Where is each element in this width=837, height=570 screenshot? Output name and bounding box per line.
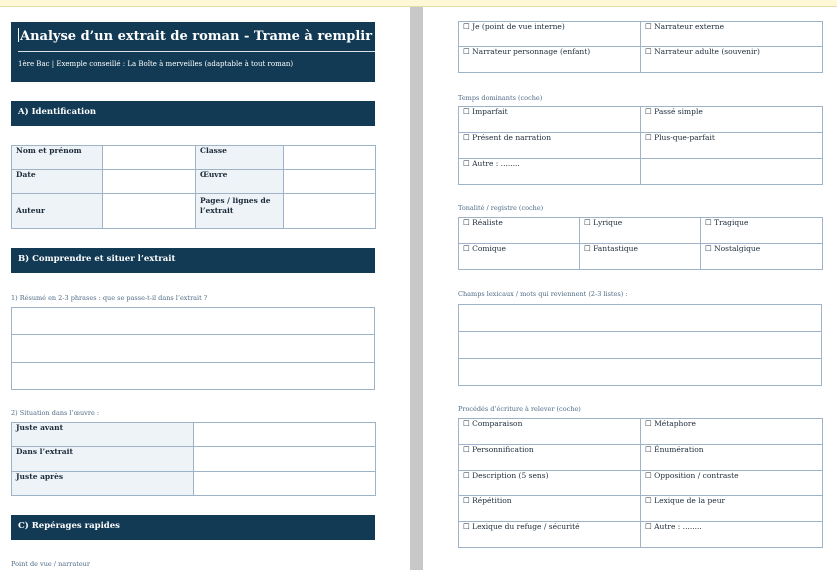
situation-table xyxy=(11,422,376,496)
top-notification-bar xyxy=(0,0,837,7)
procede-option-autre[interactable]: ☐ Autre : ........ xyxy=(641,522,823,548)
field-juste-apres[interactable] xyxy=(194,472,376,496)
tonalite-option-tragique[interactable]: ☐ Tragique xyxy=(701,218,823,244)
label-juste-avant: Juste avant xyxy=(12,423,194,447)
question-resume-label: 1) Résumé en 2-3 phrases : que se passe-t-il dans l’extrait ? xyxy=(11,294,208,302)
section-header-comprendre: B) Comprendre et situer l’extrait xyxy=(11,248,375,273)
document-title-text: Analyse d’un extrait de roman - Trame à remplir xyxy=(20,29,373,44)
procede-option-enumeration[interactable]: ☐ Énumération xyxy=(641,445,823,471)
resume-line-3[interactable] xyxy=(12,363,375,390)
field-date[interactable] xyxy=(103,170,196,194)
champs-line-2[interactable] xyxy=(459,332,822,359)
field-oeuvre[interactable] xyxy=(284,170,376,194)
label-nom-prenom: Nom et prénom xyxy=(12,146,103,170)
pov-option-externe[interactable]: ☐ Narrateur externe xyxy=(641,22,823,47)
resume-line-1[interactable] xyxy=(12,308,375,335)
document-page-right xyxy=(423,7,837,570)
procede-option-opposition[interactable]: ☐ Opposition / contraste xyxy=(641,471,823,496)
question-pov-label: Point de vue / narrateur xyxy=(11,560,90,568)
field-auteur[interactable] xyxy=(103,194,196,229)
tonalite-option-fantastique[interactable]: ☐ Fantastique xyxy=(580,244,701,270)
document-title[interactable] xyxy=(18,28,372,44)
procede-option-comparaison[interactable]: ☐ Comparaison xyxy=(459,419,641,445)
temps-option-imparfait[interactable]: ☐ Imparfait xyxy=(459,107,641,133)
question-procedes-label: Procédés d’écriture à relever (coche) xyxy=(458,405,581,413)
label-date: Date xyxy=(12,170,103,194)
temps-option-present[interactable]: ☐ Présent de narration xyxy=(459,133,641,159)
procede-option-personnification[interactable]: ☐ Personnification xyxy=(459,445,641,471)
label-dans-extrait: Dans l’extrait xyxy=(12,447,194,472)
field-juste-avant[interactable] xyxy=(194,423,376,447)
question-temps-label: Temps dominants (coche) xyxy=(458,94,543,102)
question-tonalite-label: Tonalité / registre (coche) xyxy=(458,204,544,212)
champs-line-3[interactable] xyxy=(459,359,822,386)
champs-line-1[interactable] xyxy=(459,305,822,332)
procede-option-metaphore[interactable]: ☐ Métaphore xyxy=(641,419,823,445)
tonalite-option-realiste[interactable]: ☐ Réaliste xyxy=(459,218,580,244)
procede-option-repetition[interactable]: ☐ Répétition xyxy=(459,496,641,522)
pov-option-je[interactable]: ☐ Je (point de vue interne) xyxy=(459,22,641,47)
title-block xyxy=(11,22,375,82)
champs-table xyxy=(458,304,822,386)
field-dans-extrait[interactable] xyxy=(194,447,376,472)
tonalite-option-nostalgique[interactable]: ☐ Nostalgique xyxy=(701,244,823,270)
label-pages: Pages / lignes de l’extrait xyxy=(196,194,284,229)
label-classe: Classe xyxy=(196,146,284,170)
field-classe[interactable] xyxy=(284,146,376,170)
question-champs-label: Champs lexicaux / mots qui reviennent (2-3 listes) : xyxy=(458,290,628,298)
pov-option-personnage[interactable]: ☐ Narrateur personnage (enfant) xyxy=(459,47,641,73)
resume-line-2[interactable] xyxy=(12,335,375,363)
field-nom-prenom[interactable] xyxy=(103,146,196,170)
tonalite-options-table xyxy=(458,217,823,270)
question-situation-label: 2) Situation dans l’œuvre : xyxy=(11,409,100,417)
procede-option-peur[interactable]: ☐ Lexique de la peur xyxy=(641,496,823,522)
temps-option-autre[interactable]: ☐ Autre : ........ xyxy=(459,159,641,185)
title-rule xyxy=(18,51,375,52)
field-pages[interactable] xyxy=(284,194,376,229)
resume-table xyxy=(11,307,375,390)
label-auteur: Auteur xyxy=(12,194,103,229)
document-page-left xyxy=(0,7,410,570)
temps-option-plus-que-parfait[interactable]: ☐ Plus-que-parfait xyxy=(641,133,823,159)
procede-option-refuge[interactable]: ☐ Lexique du refuge / sécurité xyxy=(459,522,641,548)
section-header-reperages: C) Repérages rapides xyxy=(11,515,375,540)
label-juste-apres: Juste après xyxy=(12,472,194,496)
identification-table xyxy=(11,145,376,229)
procede-option-description[interactable]: ☐ Description (5 sens) xyxy=(459,471,641,496)
tonalite-option-lyrique[interactable]: ☐ Lyrique xyxy=(580,218,701,244)
pov-option-adulte[interactable]: ☐ Narrateur adulte (souvenir) xyxy=(641,47,823,73)
text-cursor xyxy=(18,28,19,42)
tonalite-option-comique[interactable]: ☐ Comique xyxy=(459,244,580,270)
section-header-identification: A) Identification xyxy=(11,101,375,126)
temps-options-table xyxy=(458,106,823,185)
document-subtitle: 1ère Bac | Exemple conseillé : La Boîte à merveilles (adaptable à tout roman) xyxy=(18,60,294,68)
pov-options-table xyxy=(458,21,823,73)
label-oeuvre: Œuvre xyxy=(196,170,284,194)
temps-option-passe-simple[interactable]: ☐ Passé simple xyxy=(641,107,823,133)
temps-empty-cell xyxy=(641,159,823,185)
procedes-options-table xyxy=(458,418,823,548)
